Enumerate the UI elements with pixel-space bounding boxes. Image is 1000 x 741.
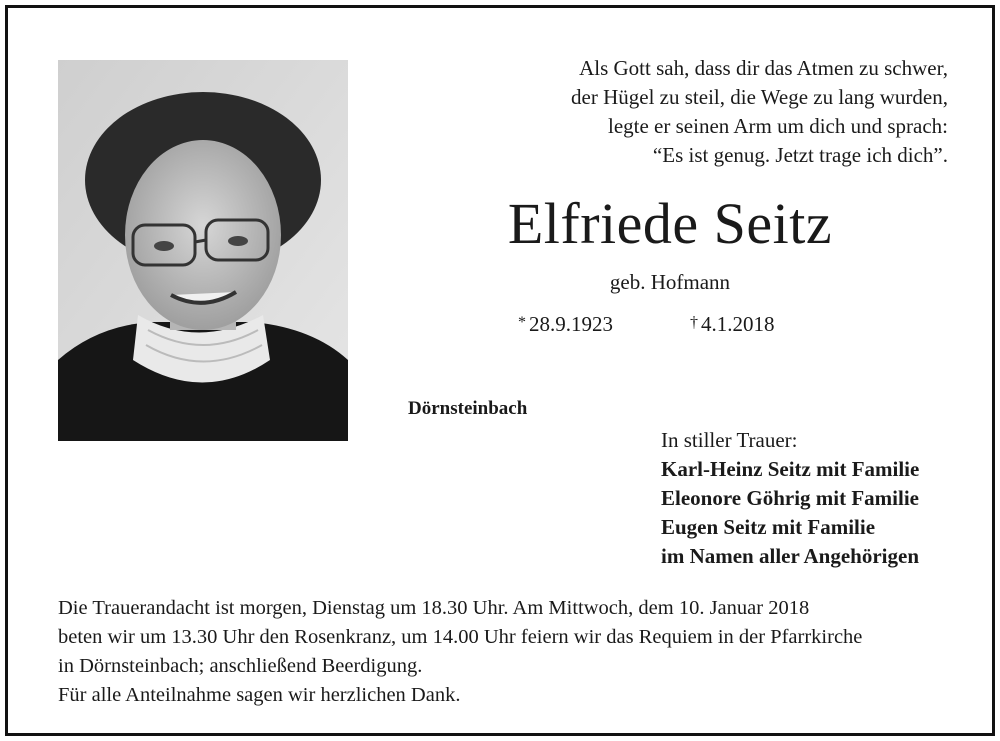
mourners-heading: In stiller Trauer: [661, 428, 798, 452]
poem-line: “Es ist genug. Jetzt trage ich dich”. [652, 143, 948, 167]
mourner-name: Karl-Heinz Seitz mit Familie [661, 457, 920, 481]
poem-line: legte er seinen Arm um dich und sprach: [608, 114, 948, 138]
notice-line: in Dörnsteinbach; anschließend Beerdigung. [58, 655, 423, 677]
poem-line: der Hügel zu steil, die Wege zu lang wurden, [571, 85, 948, 109]
death-date-line [690, 312, 775, 337]
mourner-name: im Namen aller Angehörigen [661, 544, 920, 568]
notice-line: beten wir um 13.30 Uhr den Rosenkranz, um 14.00 Uhr feiern wir das Requiem in der Pfarrkirche [58, 626, 863, 648]
deceased-name: Elfriede Seitz [507, 191, 833, 256]
maiden-name: geb. Hofmann [609, 270, 731, 294]
death-date: 4.1.2018 [701, 312, 775, 336]
poem [428, 54, 948, 170]
portrait-image [58, 60, 348, 441]
poem-line: Als Gott sah, dass dir das Atmen zu schwer, [579, 56, 948, 80]
death-symbol: † [690, 314, 698, 331]
mourners-block [661, 426, 919, 571]
birth-date-line [518, 312, 613, 337]
notice-line: Die Trauerandacht ist morgen, Dienstag um 18.30 Uhr. Am Mittwoch, dem 10. Januar 2018 [58, 597, 810, 619]
mourner-name: Eleonore Göhrig mit Familie [661, 486, 919, 510]
mourner-name: Eugen Seitz mit Familie [661, 515, 876, 539]
birth-symbol: * [518, 314, 526, 331]
funeral-notice [58, 594, 862, 710]
birth-date: 28.9.1923 [529, 312, 613, 336]
place-of-residence: Dörnsteinbach [408, 398, 528, 419]
portrait-photo [58, 60, 348, 441]
notice-line: Für alle Anteilnahme sagen wir herzlichen Dank. [58, 684, 461, 706]
